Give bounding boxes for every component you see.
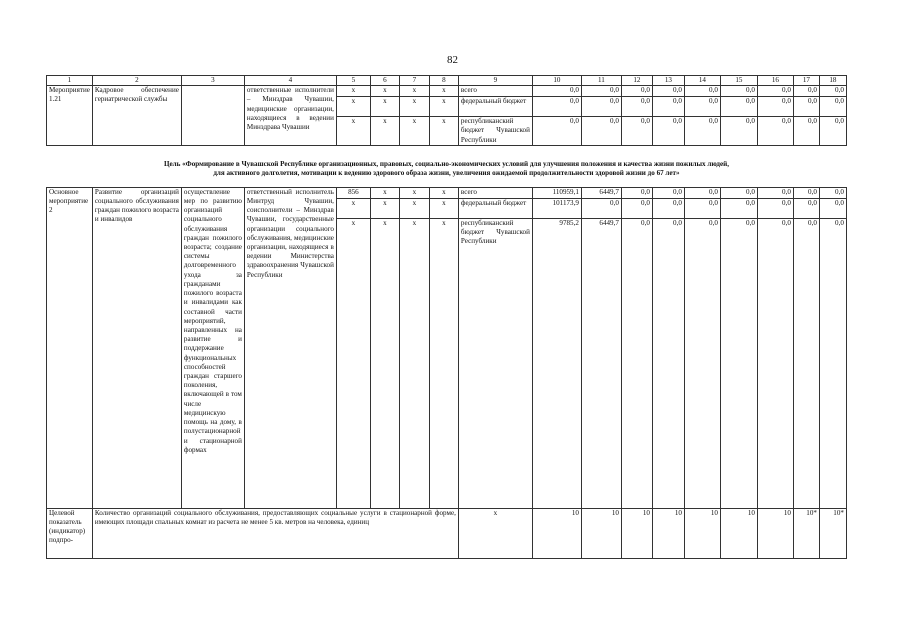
indicator-value: 10 xyxy=(621,508,652,558)
col-header: 5 xyxy=(336,76,370,86)
value-cell: 0,0 xyxy=(532,117,581,146)
value-cell: 0,0 xyxy=(720,86,757,97)
col-header: 4 xyxy=(244,76,336,86)
measure-tasks xyxy=(181,86,244,146)
code-cell: x xyxy=(429,218,458,508)
value-cell: 0,0 xyxy=(819,97,846,117)
indicator-value: 10 xyxy=(720,508,757,558)
value-cell: 0,0 xyxy=(684,97,720,117)
value-cell: 0,0 xyxy=(684,218,720,508)
funding-source: федеральный бюджет xyxy=(458,198,532,218)
value-cell: 0,0 xyxy=(819,117,846,146)
funding-source: республиканский бюджет Чувашской Республики xyxy=(458,117,532,146)
goal-heading xyxy=(47,146,847,187)
col-header: 2 xyxy=(92,76,181,86)
code-cell: x xyxy=(429,86,458,97)
value-cell: 0,0 xyxy=(652,117,684,146)
code-cell: x xyxy=(336,97,370,117)
code-cell: x xyxy=(399,198,429,218)
code-cell: x xyxy=(429,198,458,218)
value-cell: 9785,2 xyxy=(532,218,581,508)
value-cell: 0,0 xyxy=(757,97,793,117)
value-cell: 0,0 xyxy=(819,86,846,97)
col-header: 8 xyxy=(429,76,458,86)
code-cell: x xyxy=(458,508,532,558)
value-cell: 0,0 xyxy=(720,97,757,117)
col-header: 10 xyxy=(532,76,581,86)
indicator-row xyxy=(47,508,847,558)
code-cell: x xyxy=(336,86,370,97)
value-cell: 0,0 xyxy=(757,86,793,97)
table-row xyxy=(47,86,847,97)
code-cell: x xyxy=(370,187,399,198)
page-number: 82 xyxy=(447,54,458,66)
code-cell: x xyxy=(429,117,458,146)
value-cell: 0,0 xyxy=(581,117,621,146)
indicator-value: 10 xyxy=(652,508,684,558)
code-cell: x xyxy=(336,117,370,146)
goal-row xyxy=(47,146,847,187)
measure-name: Развитие организаций социального обслуживания граждан пожилого возраста и инвалидов xyxy=(92,187,181,508)
value-cell: 0,0 xyxy=(532,97,581,117)
value-cell: 0,0 xyxy=(621,86,652,97)
code-cell: x xyxy=(336,198,370,218)
value-cell: 0,0 xyxy=(793,86,819,97)
value-cell: 0,0 xyxy=(621,97,652,117)
indicator-label: Целевой показатель (индикатор) подпро- xyxy=(47,508,93,558)
col-header: 9 xyxy=(458,76,532,86)
code-cell: x xyxy=(370,117,399,146)
col-header: 3 xyxy=(181,76,244,86)
indicator-value: 10 xyxy=(757,508,793,558)
indicator-value: 10 xyxy=(581,508,621,558)
value-cell: 0,0 xyxy=(819,198,846,218)
col-header: 15 xyxy=(720,76,757,86)
col-header: 13 xyxy=(652,76,684,86)
value-cell: 0,0 xyxy=(720,198,757,218)
value-cell: 0,0 xyxy=(652,97,684,117)
code-cell: x xyxy=(370,86,399,97)
measure-id: Мероприятие 1.21 xyxy=(47,86,93,146)
value-cell: 6449,7 xyxy=(581,218,621,508)
funding-source: всего xyxy=(458,86,532,97)
value-cell: 101173,9 xyxy=(532,198,581,218)
value-cell: 0,0 xyxy=(793,218,819,508)
value-cell: 0,0 xyxy=(621,187,652,198)
value-cell: 0,0 xyxy=(793,198,819,218)
code-cell: x xyxy=(399,86,429,97)
measure-id: Основное мероприятие 2 xyxy=(47,187,93,508)
col-header: 11 xyxy=(581,76,621,86)
value-cell: 0,0 xyxy=(684,117,720,146)
value-cell: 0,0 xyxy=(757,187,793,198)
code-cell: x xyxy=(370,198,399,218)
value-cell: 0,0 xyxy=(532,86,581,97)
value-cell: 0,0 xyxy=(720,187,757,198)
value-cell: 6449,7 xyxy=(581,187,621,198)
col-header: 7 xyxy=(399,76,429,86)
value-cell: 0,0 xyxy=(652,218,684,508)
value-cell: 0,0 xyxy=(793,187,819,198)
value-cell: 0,0 xyxy=(652,86,684,97)
funding-source: федеральный бюджет xyxy=(458,97,532,117)
value-cell: 0,0 xyxy=(684,198,720,218)
code-cell: x xyxy=(370,218,399,508)
measure-tasks: осуществление мер по развитию организаций социального обслуживания граждан пожилого возраста; создание системы долговременного ухода за гражданами пожилого возраста и инвалидами как составной части мероприятий, направленных на развитие и поддержание функциональных способностей граждан старшего поколения, включающей в том числе медицинскую помощь на дому, в полустационарной и стационарной формах xyxy=(181,187,244,508)
code-cell: x xyxy=(399,97,429,117)
value-cell: 0,0 xyxy=(652,187,684,198)
goal-line-1: Цель «Формирование в Чувашской Республике организационных, правовых, социально-экономических условий для улучшения положения и качества жизни пожилых людей, xyxy=(163,160,729,169)
value-cell: 110959,1 xyxy=(532,187,581,198)
code-cell: 856 xyxy=(336,187,370,198)
value-cell: 0,0 xyxy=(684,86,720,97)
code-cell: x xyxy=(429,187,458,198)
indicator-value: 10* xyxy=(793,508,819,558)
value-cell: 0,0 xyxy=(652,198,684,218)
value-cell: 0,0 xyxy=(793,117,819,146)
value-cell: 0,0 xyxy=(621,198,652,218)
code-cell: x xyxy=(399,117,429,146)
col-header: 17 xyxy=(793,76,819,86)
value-cell: 0,0 xyxy=(581,97,621,117)
value-cell: 0,0 xyxy=(819,187,846,198)
value-cell: 0,0 xyxy=(819,218,846,508)
value-cell: 0,0 xyxy=(581,198,621,218)
code-cell: x xyxy=(399,187,429,198)
value-cell: 0,0 xyxy=(684,187,720,198)
measure-name: Кадровое обеспечение гериатрической службы xyxy=(92,86,181,146)
col-header: 1 xyxy=(47,76,93,86)
code-cell: x xyxy=(399,218,429,508)
code-cell: x xyxy=(370,97,399,117)
value-cell: 0,0 xyxy=(757,117,793,146)
table-row xyxy=(47,187,847,198)
funding-source: всего xyxy=(458,187,532,198)
value-cell: 0,0 xyxy=(621,218,652,508)
col-header: 14 xyxy=(684,76,720,86)
value-cell: 0,0 xyxy=(757,198,793,218)
value-cell: 0,0 xyxy=(581,86,621,97)
goal-line-2: для активного долголетия, мотивации к ведению здорового образа жизни, увеличения ожидаемой продолжительности здоровой жизни до 67 лет» xyxy=(213,169,680,178)
column-number-row xyxy=(47,76,847,86)
program-table xyxy=(46,75,847,559)
indicator-value: 10 xyxy=(532,508,581,558)
col-header: 6 xyxy=(370,76,399,86)
indicator-value: 10 xyxy=(684,508,720,558)
value-cell: 0,0 xyxy=(720,218,757,508)
value-cell: 0,0 xyxy=(793,97,819,117)
code-cell: x xyxy=(336,218,370,508)
col-header: 16 xyxy=(757,76,793,86)
value-cell: 0,0 xyxy=(720,117,757,146)
col-header: 12 xyxy=(621,76,652,86)
code-cell: x xyxy=(429,97,458,117)
funding-source: республиканский бюджет Чувашской Республики xyxy=(458,218,532,508)
indicator-text: Количество организаций социального обслуживания, предоставляющих социальные услуги в стационарной форме, имеющих площади спальных комнат из расчета не менее 5 кв. метров на человека, единиц xyxy=(92,508,458,558)
value-cell: 0,0 xyxy=(757,218,793,508)
indicator-value: 10* xyxy=(819,508,846,558)
col-header: 18 xyxy=(819,76,846,86)
value-cell: 0,0 xyxy=(621,117,652,146)
measure-executors: ответственные исполнители – Минздрав Чувашии, медицинские организации, находящиеся в ведении Минздрава Чувашии xyxy=(244,86,336,146)
measure-executors: ответственный исполнитель Минтруд Чувашии, соисполнители – Минздрав Чувашии, государственные организации социального обслуживания, медицинские организации, находящиеся в ведении Министерства здравоохранения Чувашской Республики xyxy=(244,187,336,508)
